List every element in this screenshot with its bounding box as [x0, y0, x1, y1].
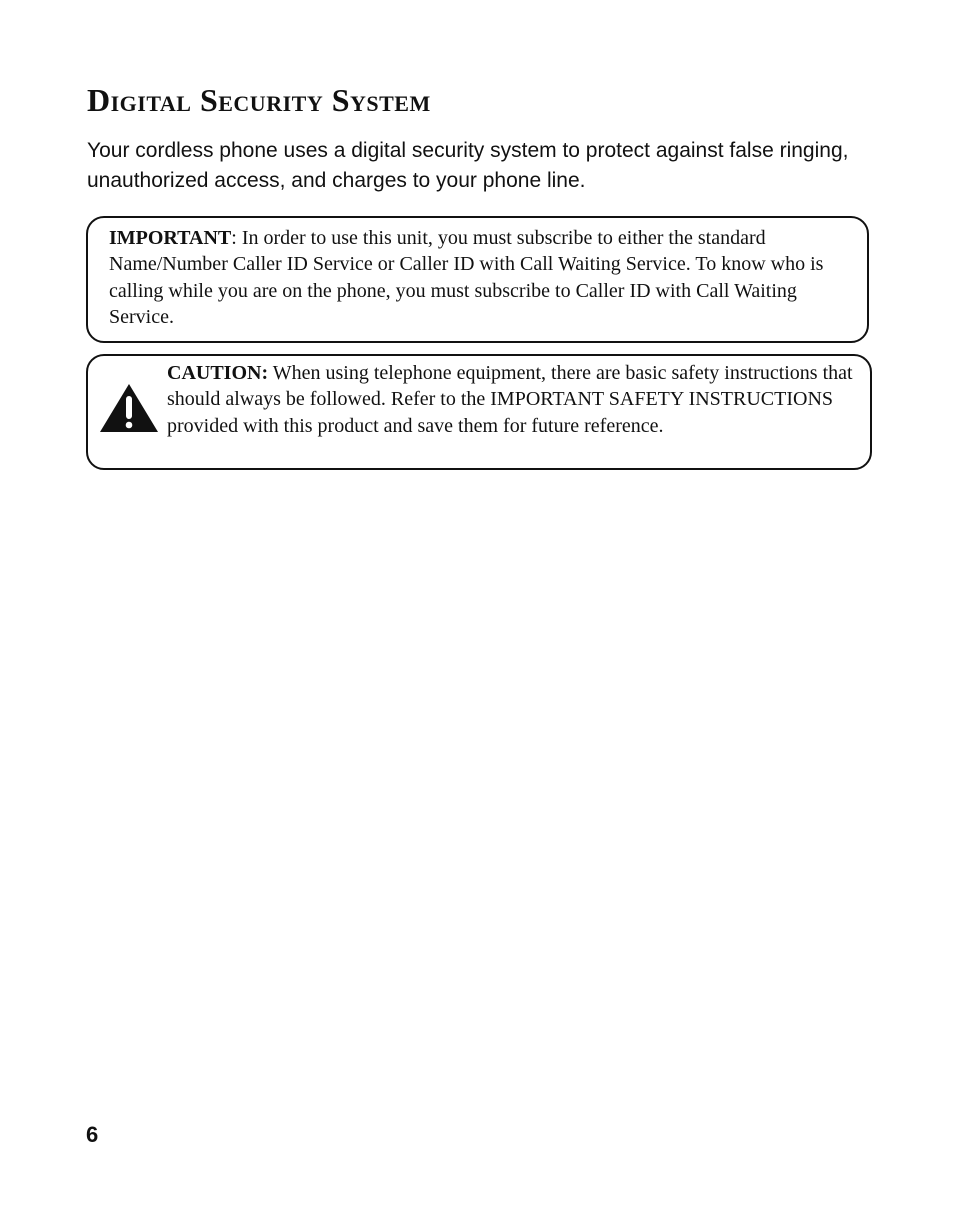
caution-note-text	[167, 360, 857, 439]
page-number: 6	[86, 1122, 99, 1147]
important-note-text	[109, 225, 849, 330]
important-label: IMPORTANT	[109, 227, 232, 249]
section-title: Digital Security System	[87, 82, 431, 118]
important-body: : In order to use this unit, you must subscribe to either the standard Name/Number Caller ID Service or Caller ID with Call Waiting Service. To know who is calling while you are on the phone, you must subscribe to Caller ID with Call Waiting Service.	[109, 227, 824, 328]
caution-note-box	[86, 354, 872, 470]
caution-label: CAUTION:	[167, 362, 269, 384]
warning-triangle-icon	[98, 382, 160, 434]
caution-body: When using telephone equipment, there are basic safety instructions that should always be followed. Refer to the IMPORTANT SAFETY INSTRUCTIONS provided with this product and save them for future reference.	[167, 362, 853, 437]
intro-paragraph: Your cordless phone uses a digital security system to protect against false ringing, unauthorized access, and charges to your phone line.	[87, 139, 849, 192]
important-note-box	[86, 216, 869, 343]
